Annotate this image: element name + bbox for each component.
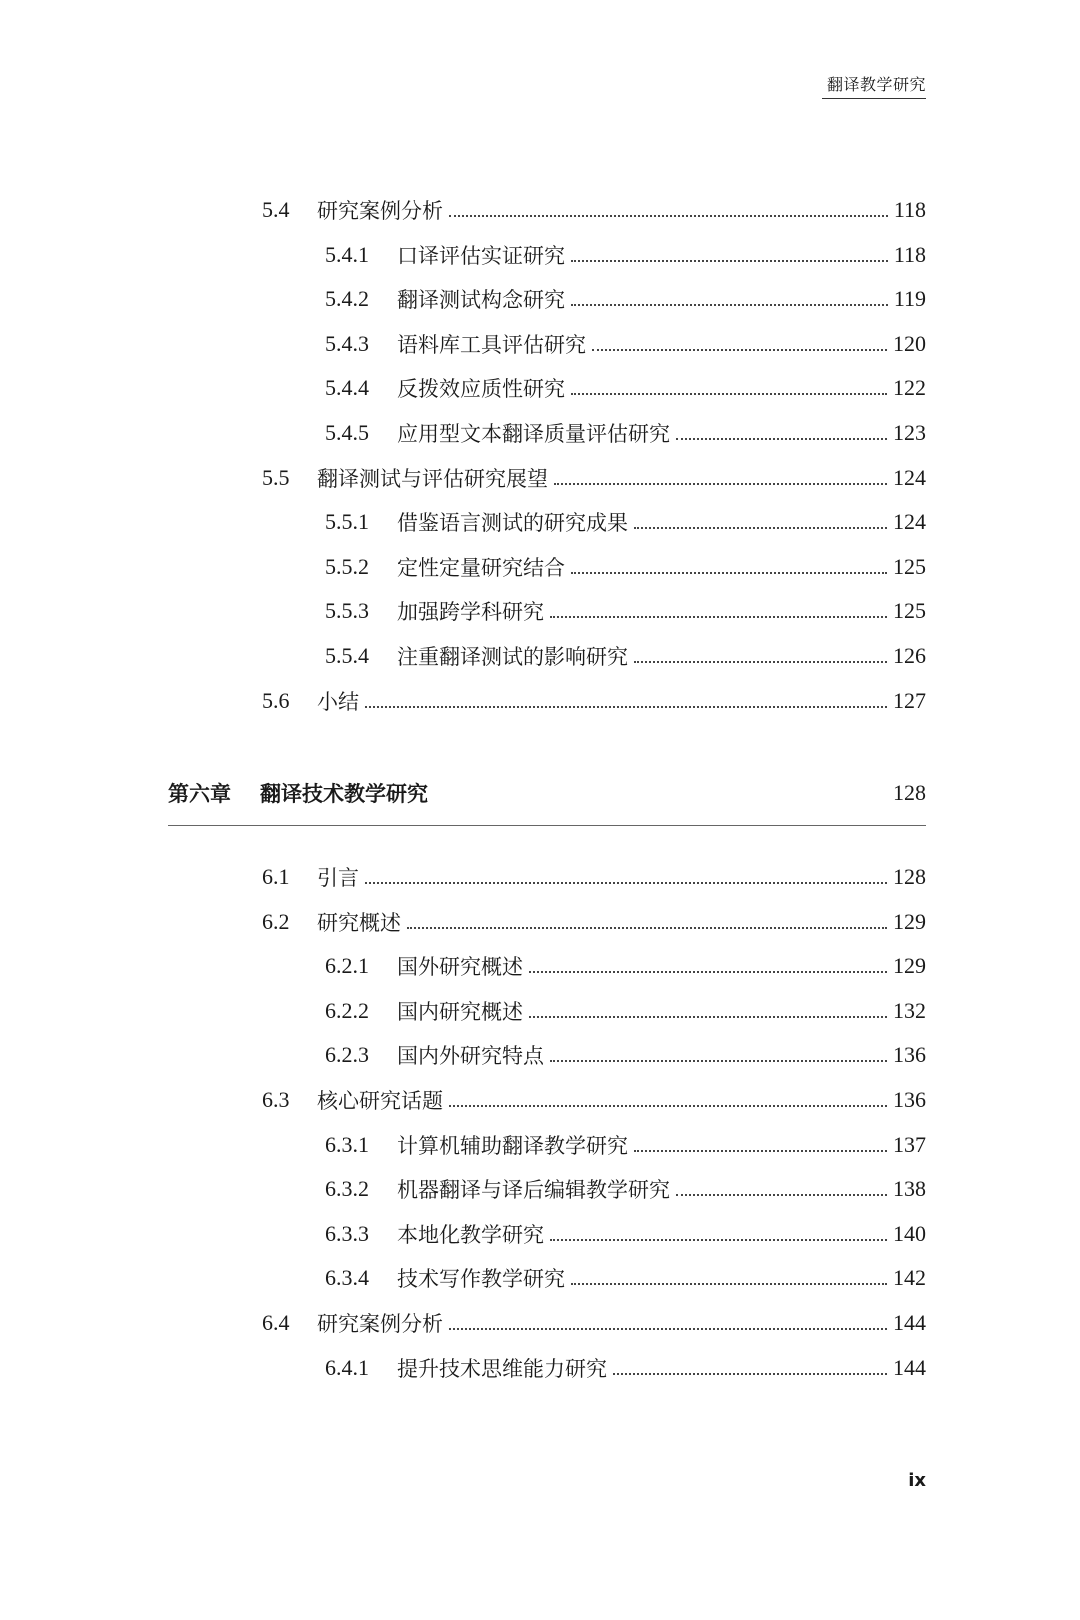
toc-entry-title: 提升技术思维能力研究 xyxy=(397,1356,607,1381)
toc-entry-page: 118 xyxy=(893,241,926,267)
dot-leader xyxy=(407,927,887,929)
chapter-page-number: 128 xyxy=(893,780,926,805)
toc-entry-title: 引言 xyxy=(317,866,359,890)
toc-entry-page: 128 xyxy=(893,864,926,889)
toc-entry-number: 6.3.3 xyxy=(325,1220,369,1246)
toc-entry-number: 5.4.5 xyxy=(325,420,369,445)
toc-entry-page: 144 xyxy=(893,1310,926,1335)
dot-leader xyxy=(592,349,887,351)
dot-leader xyxy=(449,1328,887,1330)
dot-leader xyxy=(613,1373,887,1375)
toc-entry-number: 6.2.3 xyxy=(325,1042,369,1068)
toc-entry[interactable] xyxy=(325,329,926,359)
dot-leader xyxy=(550,616,887,618)
toc-entry-title: 定性定量研究结合 xyxy=(397,555,565,580)
toc-entry-number: 6.3.1 xyxy=(325,1131,369,1157)
toc-entry-page: 142 xyxy=(893,1265,926,1291)
toc-entry-title: 口译评估实证研究 xyxy=(397,243,565,268)
toc-entry-page: 140 xyxy=(893,1220,926,1246)
toc-entry-page: 144 xyxy=(893,1354,926,1380)
toc-entry-page: 136 xyxy=(893,1087,926,1112)
toc-entry[interactable] xyxy=(325,507,926,537)
toc-entry-title: 翻译测试构念研究 xyxy=(397,288,565,313)
dot-leader xyxy=(634,527,887,529)
toc-entry-number: 5.4.1 xyxy=(325,241,369,267)
toc-entry-page: 119 xyxy=(893,286,926,312)
toc-entry[interactable] xyxy=(325,996,926,1026)
toc-entry[interactable] xyxy=(325,418,926,448)
toc-entry-page: 129 xyxy=(893,908,926,934)
toc-entry-page: 127 xyxy=(893,687,926,713)
toc-entry-title: 注重翻译测试的影响研究 xyxy=(397,645,628,669)
toc-entry[interactable] xyxy=(262,907,926,937)
toc-entry-title: 应用型文本翻译质量评估研究 xyxy=(397,422,670,446)
toc-entry[interactable] xyxy=(325,1353,926,1383)
dot-leader xyxy=(634,661,887,663)
toc-entry-title: 国外研究概述 xyxy=(397,955,523,980)
toc-entry[interactable] xyxy=(325,1174,926,1204)
toc-entry-number: 6.4.1 xyxy=(325,1354,369,1380)
toc-entry-number: 5.4.2 xyxy=(325,286,369,312)
dot-leader xyxy=(365,882,887,884)
dot-leader xyxy=(571,572,887,574)
toc-entry-title: 翻译测试与评估研究展望 xyxy=(317,466,548,491)
dot-leader xyxy=(634,1150,887,1152)
toc-entry-title: 语料库工具评估研究 xyxy=(397,332,586,357)
toc-entry-page: 138 xyxy=(893,1176,926,1202)
toc-entry[interactable] xyxy=(325,1040,926,1070)
toc-entry[interactable] xyxy=(262,686,926,716)
chapter-heading[interactable] xyxy=(168,775,926,826)
toc-entry[interactable] xyxy=(262,1308,926,1338)
chapter-label: 第六章 xyxy=(168,782,231,806)
toc-entry-number: 5.6 xyxy=(262,687,290,713)
toc-entry-number: 5.5.1 xyxy=(325,509,369,535)
toc-entry-page: 136 xyxy=(893,1042,926,1068)
dot-leader xyxy=(550,1239,887,1241)
toc-entry-number: 5.4.3 xyxy=(325,330,369,356)
chapter-title: 翻译技术教学研究 xyxy=(260,782,428,806)
toc-entry[interactable] xyxy=(325,1219,926,1249)
toc-entry[interactable] xyxy=(325,240,926,270)
toc-entry-number: 5.5.4 xyxy=(325,643,369,668)
toc-entry-title: 借鉴语言测试的研究成果 xyxy=(397,511,628,536)
dot-leader xyxy=(676,1194,887,1196)
toc-entry-number: 5.4 xyxy=(262,197,290,222)
toc-entry[interactable] xyxy=(325,1130,926,1160)
toc-entry-title: 机器翻译与译后编辑教学研究 xyxy=(397,1178,670,1203)
toc-entry-page: 126 xyxy=(893,643,926,668)
toc-entry-page: 122 xyxy=(893,375,926,401)
toc-entry[interactable] xyxy=(325,552,926,582)
toc-entry-number: 6.2 xyxy=(262,908,290,934)
toc-entry-title: 研究案例分析 xyxy=(317,1312,443,1336)
toc-entry-number: 6.4 xyxy=(262,1310,290,1335)
toc-entry-page: 118 xyxy=(893,197,926,222)
toc-entry-title: 核心研究话题 xyxy=(317,1089,443,1113)
toc-entry-number: 6.3 xyxy=(262,1087,290,1112)
toc-entry-page: 124 xyxy=(893,464,926,490)
toc-entry-title: 研究概述 xyxy=(317,910,401,935)
toc-entry-title: 本地化教学研究 xyxy=(397,1222,544,1247)
toc-entry-number: 6.1 xyxy=(262,864,290,889)
running-header: 翻译教学研究 xyxy=(822,72,926,99)
dot-leader xyxy=(365,706,887,708)
dot-leader xyxy=(571,1283,887,1285)
page-folio: ix xyxy=(908,1470,926,1491)
toc-entry[interactable] xyxy=(325,596,926,626)
toc-entry[interactable] xyxy=(262,862,926,892)
toc-entry[interactable] xyxy=(262,463,926,493)
toc-entry[interactable] xyxy=(262,1085,926,1115)
toc-entry-number: 5.5.3 xyxy=(325,598,369,624)
dot-leader xyxy=(449,1105,887,1107)
toc-entry-title: 技术写作教学研究 xyxy=(397,1267,565,1292)
toc-entry-number: 6.3.4 xyxy=(325,1265,369,1291)
toc-entry[interactable] xyxy=(325,951,926,981)
dot-leader xyxy=(571,393,887,395)
toc-entry-page: 123 xyxy=(893,420,926,445)
toc-entry-number: 6.2.1 xyxy=(325,953,369,979)
toc-entry-title: 国内外研究特点 xyxy=(397,1044,544,1069)
toc-entry-title: 小结 xyxy=(317,689,359,714)
dot-leader xyxy=(676,438,887,440)
toc-entry-title: 计算机辅助翻译教学研究 xyxy=(397,1133,628,1158)
toc-entry-number: 5.4.4 xyxy=(325,375,369,401)
dot-leader xyxy=(550,1060,887,1062)
toc-entry-page: 125 xyxy=(893,598,926,624)
toc-entry[interactable] xyxy=(262,195,926,225)
toc-entry-page: 124 xyxy=(893,509,926,535)
dot-leader xyxy=(529,1016,887,1018)
toc-entry-page: 137 xyxy=(893,1131,926,1157)
toc-entry-title: 国内研究概述 xyxy=(397,999,523,1024)
dot-leader xyxy=(554,483,887,485)
toc-entry-number: 5.5 xyxy=(262,464,290,490)
toc-entry-page: 132 xyxy=(893,997,926,1023)
dot-leader xyxy=(571,304,888,306)
dot-leader xyxy=(449,215,888,217)
toc-entry-page: 129 xyxy=(893,953,926,979)
toc-entry-number: 5.5.2 xyxy=(325,553,369,579)
toc-entry[interactable] xyxy=(325,284,926,314)
dot-leader xyxy=(571,260,888,262)
toc-entry-title: 加强跨学科研究 xyxy=(397,600,544,625)
toc-entry-title: 研究案例分析 xyxy=(317,199,443,223)
toc-entry-number: 6.3.2 xyxy=(325,1176,369,1202)
toc-entry-title: 反拨效应质性研究 xyxy=(397,377,565,402)
toc-entry-page: 125 xyxy=(893,553,926,579)
toc-entry[interactable] xyxy=(325,641,926,671)
toc-entry-page: 120 xyxy=(893,330,926,356)
dot-leader xyxy=(529,971,887,973)
toc-entry[interactable] xyxy=(325,1263,926,1293)
toc-entry[interactable] xyxy=(325,373,926,403)
toc-entry-number: 6.2.2 xyxy=(325,997,369,1023)
